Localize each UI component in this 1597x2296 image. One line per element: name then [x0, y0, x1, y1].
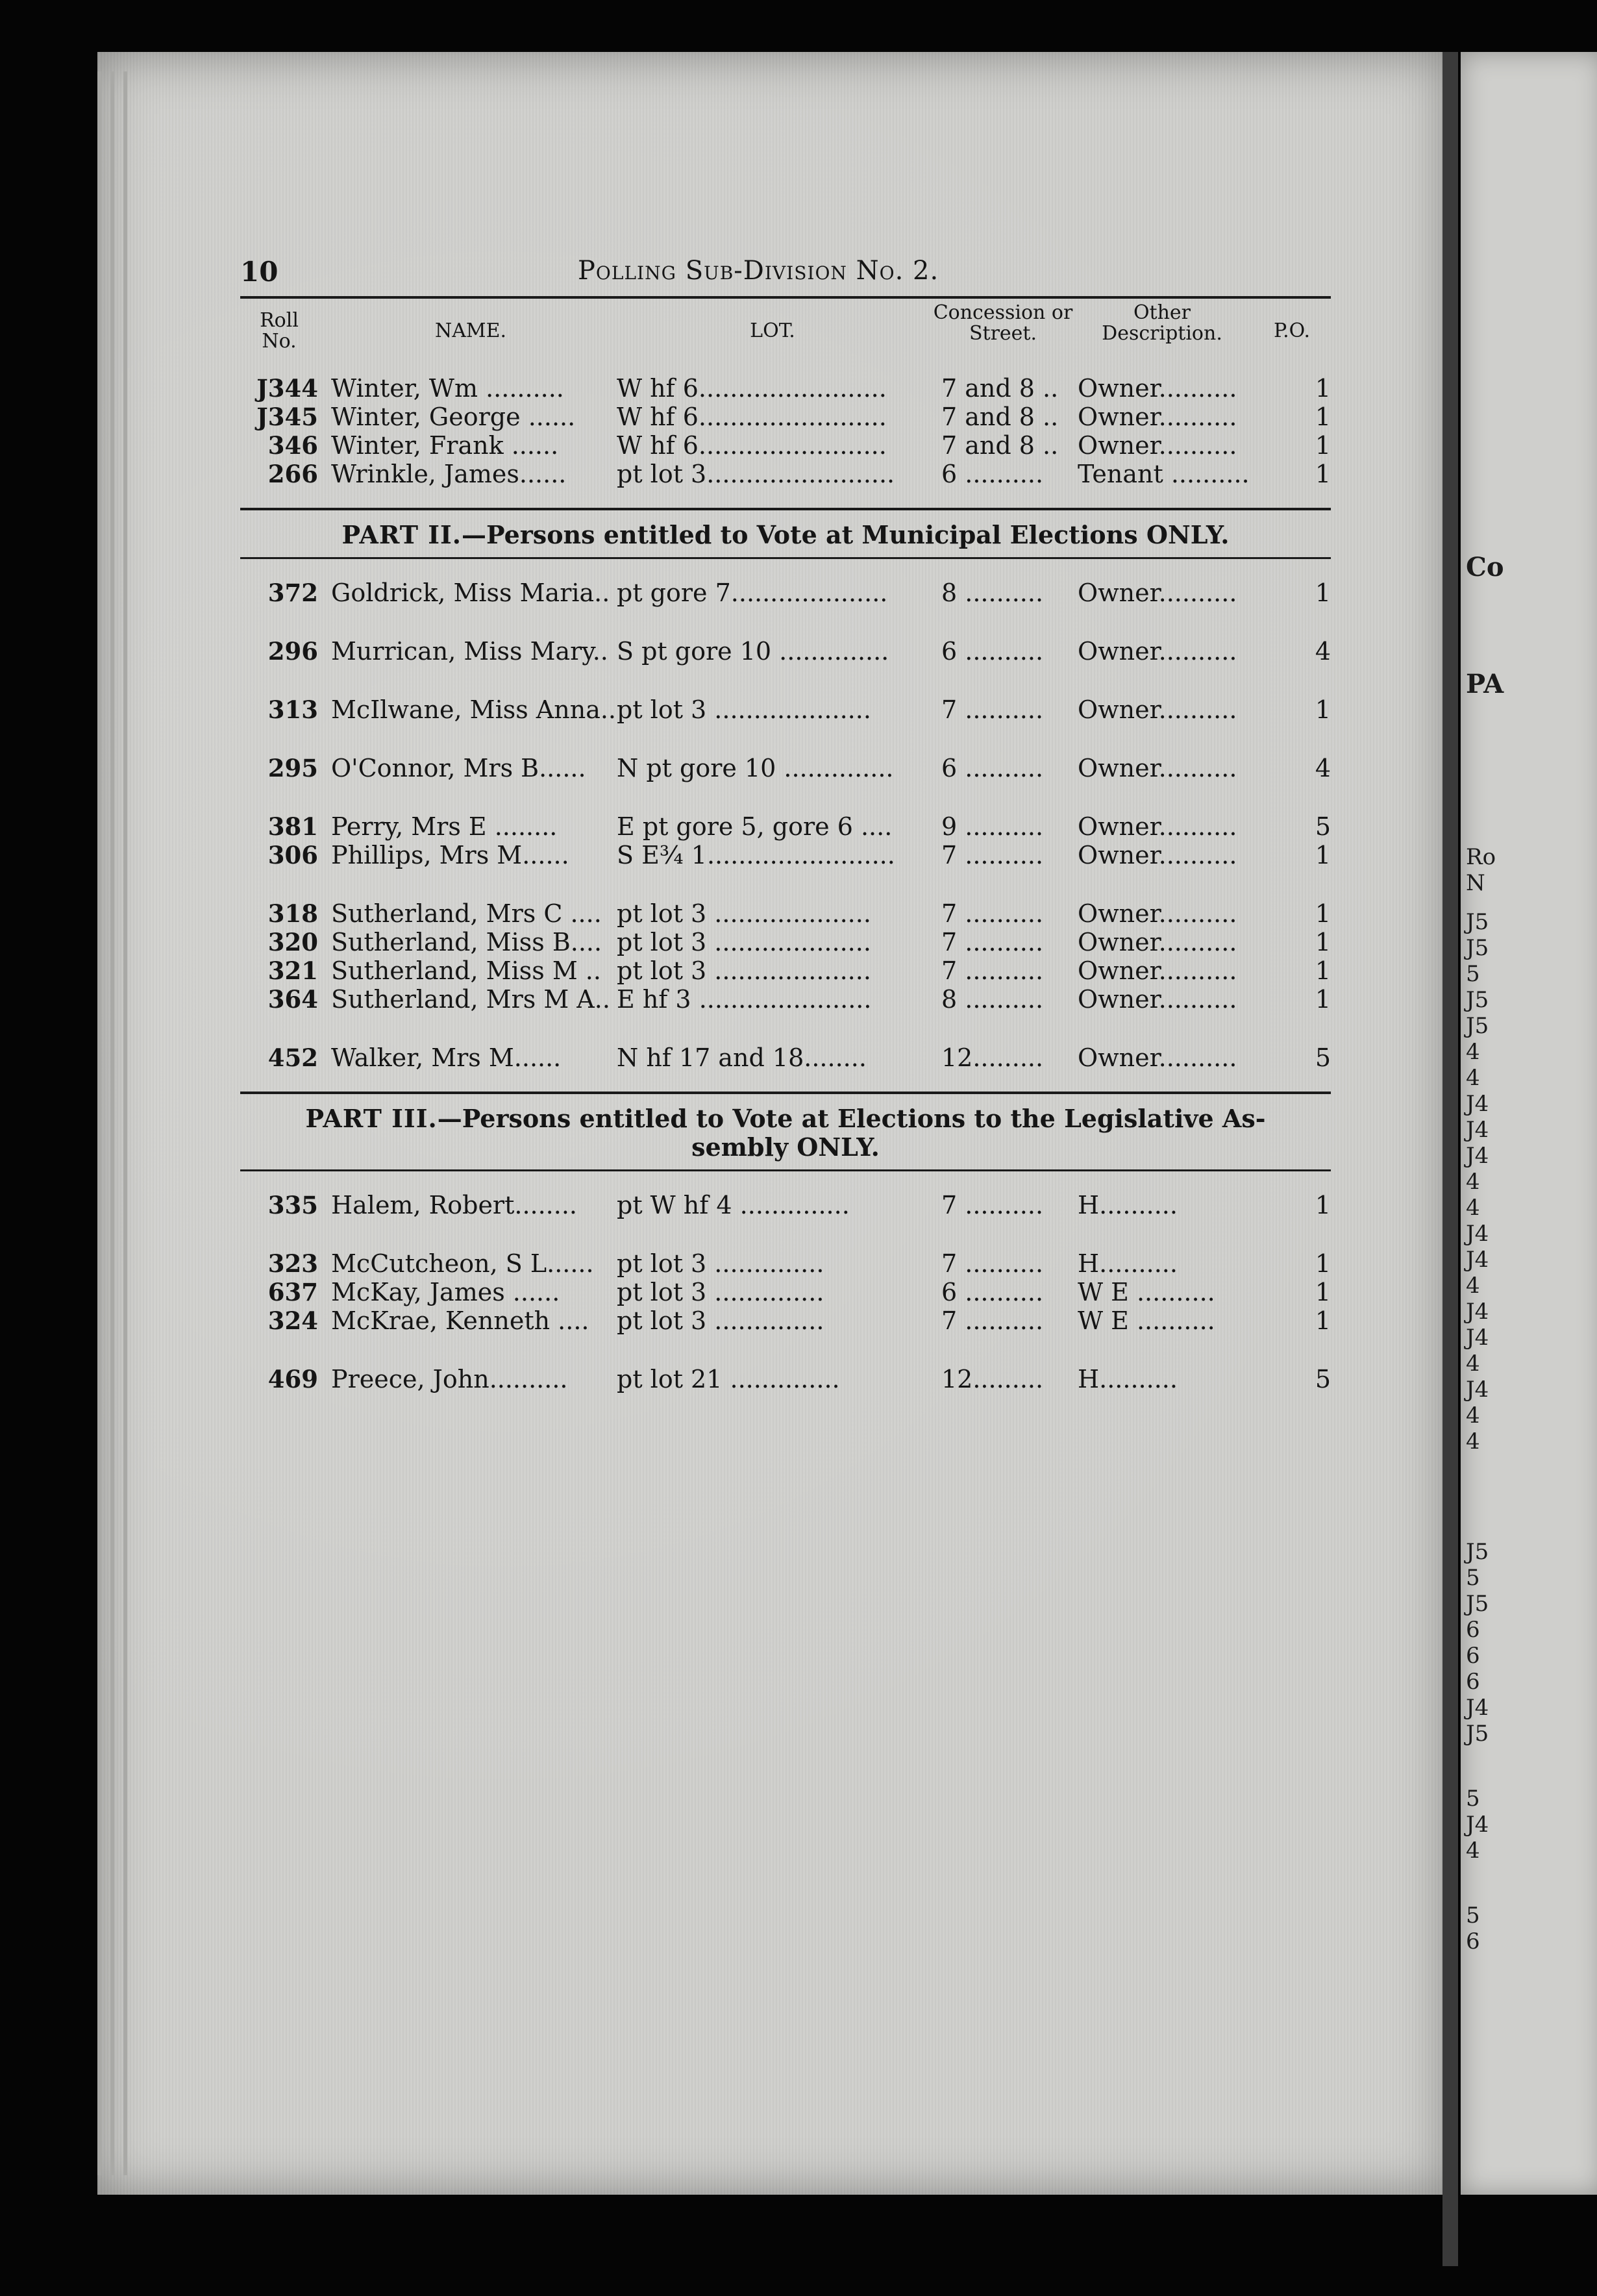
table-row	[240, 1043, 1331, 1072]
description: Owner..........	[1078, 928, 1237, 956]
facing-page-fragment: 5	[1466, 961, 1480, 987]
voter-name: McKrae, Kenneth ....	[331, 1306, 589, 1335]
lot: N pt gore 10 ..............	[617, 754, 894, 782]
voter-name: Walker, Mrs M......	[331, 1043, 562, 1072]
post-office: 5	[1315, 1043, 1331, 1072]
roll-number: 324	[267, 1306, 318, 1335]
description: Owner..........	[1078, 841, 1237, 869]
part2-top-rule	[240, 508, 1331, 510]
voter-name: Sutherland, Mrs M A..	[331, 985, 610, 1014]
part3-title: PART III.	[305, 1104, 438, 1133]
lot: E hf 3 ......................	[617, 985, 872, 1014]
concession: 7 ..........	[941, 695, 1044, 724]
post-office: 1	[1315, 985, 1331, 1014]
roll-number: 318	[267, 899, 318, 928]
lot: W hf 6........................	[617, 403, 887, 431]
facing-page-fragment: N	[1466, 870, 1485, 896]
facing-page-fragment: 4	[1466, 1351, 1480, 1377]
part2-heading	[240, 514, 1331, 553]
part2-list	[240, 579, 1331, 1088]
concession: 7 and 8 ..	[941, 403, 1059, 431]
concession: 12.........	[941, 1043, 1044, 1072]
part2-subtitle: —Persons entitled to Vote at Municipal Elections ONLY.	[462, 520, 1230, 549]
page-edge	[123, 71, 127, 2175]
concession: 7 ..........	[941, 928, 1044, 956]
page-header	[240, 247, 1331, 292]
book-gutter	[1442, 52, 1458, 2266]
page-title: Polling Sub-Division No. 2.	[578, 256, 939, 286]
column-name: NAME.	[434, 319, 507, 342]
lot: W hf 6........................	[617, 431, 887, 460]
table-row	[240, 928, 1331, 956]
facing-page-fragment: J4	[1466, 1695, 1489, 1721]
roll-number: 323	[267, 1249, 318, 1278]
post-office: 1	[1315, 403, 1331, 431]
description: Owner..........	[1078, 754, 1237, 782]
roll-number: 346	[267, 431, 318, 460]
facing-page-fragment: 4	[1466, 1065, 1480, 1091]
description: Owner..........	[1078, 431, 1237, 460]
facing-page-fragment: 6	[1466, 1643, 1480, 1669]
facing-page-fragment: 4	[1466, 1169, 1480, 1195]
voter-name: Goldrick, Miss Maria..	[331, 579, 610, 607]
lot: pt lot 3 ..............	[617, 1278, 824, 1306]
table-row	[240, 1365, 1331, 1393]
post-office: 1	[1315, 1306, 1331, 1335]
facing-page-fragment: J5	[1466, 1013, 1489, 1039]
table-row	[240, 812, 1331, 841]
description: Owner..........	[1078, 579, 1237, 607]
table-row	[240, 985, 1331, 1014]
post-office: 1	[1315, 841, 1331, 869]
voter-name: Perry, Mrs E ........	[331, 812, 558, 841]
facing-page-fragment: J4	[1466, 1377, 1489, 1403]
table-row	[240, 956, 1331, 985]
concession: 9 ..........	[941, 812, 1044, 841]
voter-name: Murrican, Miss Mary..	[331, 637, 608, 666]
concession: 7 ..........	[941, 1249, 1044, 1278]
description: Owner..........	[1078, 956, 1237, 985]
facing-page-fragment: Ro	[1466, 844, 1496, 870]
post-office: 1	[1315, 928, 1331, 956]
voter-name: Phillips, Mrs M......	[331, 841, 569, 869]
concession: 8 ..........	[941, 985, 1044, 1014]
column-headers	[240, 303, 1331, 374]
roll-number: 381	[267, 812, 318, 841]
facing-page-fragment: J5	[1466, 1721, 1489, 1747]
voter-name: O'Connor, Mrs B......	[331, 754, 586, 782]
facing-page-fragment: J5	[1466, 909, 1489, 935]
concession: 7 and 8 ..	[941, 374, 1059, 403]
roll-number: 296	[267, 637, 318, 666]
lot: pt lot 3 ....................	[617, 956, 871, 985]
concession: 6 ..........	[941, 460, 1044, 488]
facing-page-fragment: J5	[1466, 987, 1489, 1013]
description: H..........	[1078, 1365, 1178, 1393]
table-row	[240, 431, 1331, 460]
facing-page-fragment: J4	[1466, 1221, 1489, 1247]
facing-page-fragment: 4	[1466, 1273, 1480, 1299]
roll-number: 320	[267, 928, 318, 956]
facing-page-fragment: J4	[1466, 1299, 1489, 1325]
roll-number: 335	[267, 1191, 318, 1219]
lot: pt lot 3 ....................	[617, 928, 871, 956]
voter-name: Winter, Wm ..........	[331, 374, 564, 403]
facing-page-fragment: 5	[1466, 1786, 1480, 1812]
post-office: 1	[1315, 579, 1331, 607]
table-row	[240, 403, 1331, 431]
table-row	[240, 754, 1331, 782]
facing-page-fragment: 4	[1466, 1838, 1480, 1864]
table-row	[240, 899, 1331, 928]
page-edge	[97, 71, 101, 2175]
column-description: Other Description.	[1102, 301, 1222, 345]
table-row	[240, 579, 1331, 607]
facing-page-fragment: J4	[1466, 1812, 1489, 1838]
table-row	[240, 374, 1331, 403]
part3-top-rule	[240, 1092, 1331, 1094]
post-office: 1	[1315, 956, 1331, 985]
post-office: 1	[1315, 1249, 1331, 1278]
concession: 7 ..........	[941, 899, 1044, 928]
roll-number: 266	[267, 460, 318, 488]
part3-subtitle-line1: —Persons entitled to Vote at Elections to the Legislative As-	[437, 1104, 1266, 1133]
post-office: 1	[1315, 460, 1331, 488]
facing-page-fragment: 5	[1466, 1903, 1480, 1928]
concession: 6 ..........	[941, 754, 1044, 782]
facing-page-fragment: J4	[1466, 1325, 1489, 1351]
facing-page-fragment: PA	[1466, 669, 1504, 699]
voter-name: Halem, Robert........	[331, 1191, 577, 1219]
post-office: 4	[1315, 637, 1331, 666]
header-rule	[240, 296, 1331, 299]
post-office: 4	[1315, 754, 1331, 782]
facing-page-fragment: J4	[1466, 1143, 1489, 1169]
lot: pt lot 3 ..............	[617, 1306, 824, 1335]
concession: 8 ..........	[941, 579, 1044, 607]
post-office: 1	[1315, 695, 1331, 724]
voter-name: Wrinkle, James......	[331, 460, 567, 488]
roll-number: 452	[267, 1043, 318, 1072]
concession: 7 ..........	[941, 1306, 1044, 1335]
roll-number: 364	[267, 985, 318, 1014]
column-po: P.O.	[1273, 319, 1310, 342]
post-office: 1	[1315, 431, 1331, 460]
description: Owner..........	[1078, 899, 1237, 928]
description: H..........	[1078, 1249, 1178, 1278]
lot: pt gore 7....................	[617, 579, 888, 607]
page-content	[240, 247, 1331, 1409]
roll-number: J344	[256, 374, 318, 403]
description: Owner..........	[1078, 403, 1237, 431]
lot: pt lot 3 ....................	[617, 695, 871, 724]
voter-name: McCutcheon, S L......	[331, 1249, 594, 1278]
post-office: 1	[1315, 374, 1331, 403]
concession: 6 ..........	[941, 1278, 1044, 1306]
lot: W hf 6........................	[617, 374, 887, 403]
table-row	[240, 637, 1331, 666]
roll-number: 321	[267, 956, 318, 985]
post-office: 5	[1315, 1365, 1331, 1393]
roll-number: 313	[267, 695, 318, 724]
description: W E ..........	[1078, 1306, 1215, 1335]
facing-page-fragment: 4	[1466, 1403, 1480, 1429]
facing-page-fragment: 6	[1466, 1617, 1480, 1643]
facing-page-fragment: Co	[1466, 552, 1504, 582]
part3-list	[240, 1191, 1331, 1409]
facing-page-fragment: 6	[1466, 1669, 1480, 1695]
roll-number: 637	[267, 1278, 318, 1306]
part3-bottom-rule	[240, 1169, 1331, 1171]
concession: 6 ..........	[941, 637, 1044, 666]
facing-page-fragment: J4	[1466, 1247, 1489, 1273]
table-row	[240, 1278, 1331, 1306]
table-row	[240, 1249, 1331, 1278]
voter-name: McKay, James ......	[331, 1278, 560, 1306]
facing-page-fragment: J5	[1466, 935, 1489, 961]
description: Tenant ..........	[1078, 460, 1250, 488]
part3-heading	[240, 1098, 1331, 1166]
facing-page-fragment: 4	[1466, 1195, 1480, 1221]
page-edge	[110, 71, 114, 2175]
voter-name: McIlwane, Miss Anna..	[331, 695, 617, 724]
description: Owner..........	[1078, 812, 1237, 841]
lot: pt lot 3........................	[617, 460, 895, 488]
post-office: 1	[1315, 899, 1331, 928]
voter-name: Sutherland, Miss M ..	[331, 956, 601, 985]
concession: 7 and 8 ..	[941, 431, 1059, 460]
facing-page-fragment: J4	[1466, 1091, 1489, 1117]
lot: pt lot 3 ....................	[617, 899, 871, 928]
lot: E pt gore 5, gore 6 ....	[617, 812, 893, 841]
description: Owner..........	[1078, 695, 1237, 724]
description: Owner..........	[1078, 637, 1237, 666]
roll-number: 306	[267, 841, 318, 869]
table-row	[240, 695, 1331, 724]
lot: pt lot 21 ..............	[617, 1365, 840, 1393]
post-office: 5	[1315, 812, 1331, 841]
roll-number: 295	[267, 754, 318, 782]
facing-page-fragment: J5	[1466, 1539, 1489, 1565]
description: Owner..........	[1078, 374, 1237, 403]
column-lot: LOT.	[750, 319, 795, 342]
lot: S E¾ 1........................	[617, 841, 895, 869]
lot: pt W hf 4 ..............	[617, 1191, 850, 1219]
part1-list	[240, 374, 1331, 488]
lot: pt lot 3 ..............	[617, 1249, 824, 1278]
facing-page-fragment: J4	[1466, 1117, 1489, 1143]
lot: S pt gore 10 ..............	[617, 637, 889, 666]
table-row	[240, 841, 1331, 869]
roll-number: 469	[267, 1365, 318, 1393]
post-office: 1	[1315, 1278, 1331, 1306]
concession: 7 ..........	[941, 956, 1044, 985]
page-number: 10	[240, 256, 279, 288]
facing-page-fragment: 6	[1466, 1928, 1480, 1954]
part2-bottom-rule	[240, 557, 1331, 559]
table-row	[240, 460, 1331, 488]
part3-subtitle-line2: sembly ONLY.	[691, 1132, 880, 1162]
post-office: 1	[1315, 1191, 1331, 1219]
voter-name: Preece, John..........	[331, 1365, 568, 1393]
roll-number: J345	[256, 403, 318, 431]
concession: 7 ..........	[941, 1191, 1044, 1219]
column-roll: Roll No.	[260, 309, 299, 353]
description: H..........	[1078, 1191, 1178, 1219]
facing-page-fragment: J5	[1466, 1591, 1489, 1617]
part2-title: PART II.	[341, 520, 462, 549]
facing-page-fragment: 4	[1466, 1429, 1480, 1454]
concession: 7 ..........	[941, 841, 1044, 869]
voter-name: Winter, George ......	[331, 403, 576, 431]
facing-page-fragment: 5	[1466, 1565, 1480, 1591]
roll-number: 372	[267, 579, 318, 607]
description: Owner..........	[1078, 1043, 1237, 1072]
voter-name: Sutherland, Mrs C ....	[331, 899, 602, 928]
concession: 12.........	[941, 1365, 1044, 1393]
description: W E ..........	[1078, 1278, 1215, 1306]
lot: N hf 17 and 18........	[617, 1043, 867, 1072]
facing-page-fragment: 4	[1466, 1039, 1480, 1065]
voter-name: Winter, Frank ......	[331, 431, 559, 460]
column-concession: Concession or Street.	[933, 301, 1073, 345]
description: Owner..........	[1078, 985, 1237, 1014]
table-row	[240, 1191, 1331, 1219]
table-row	[240, 1306, 1331, 1335]
voter-name: Sutherland, Miss B....	[331, 928, 602, 956]
